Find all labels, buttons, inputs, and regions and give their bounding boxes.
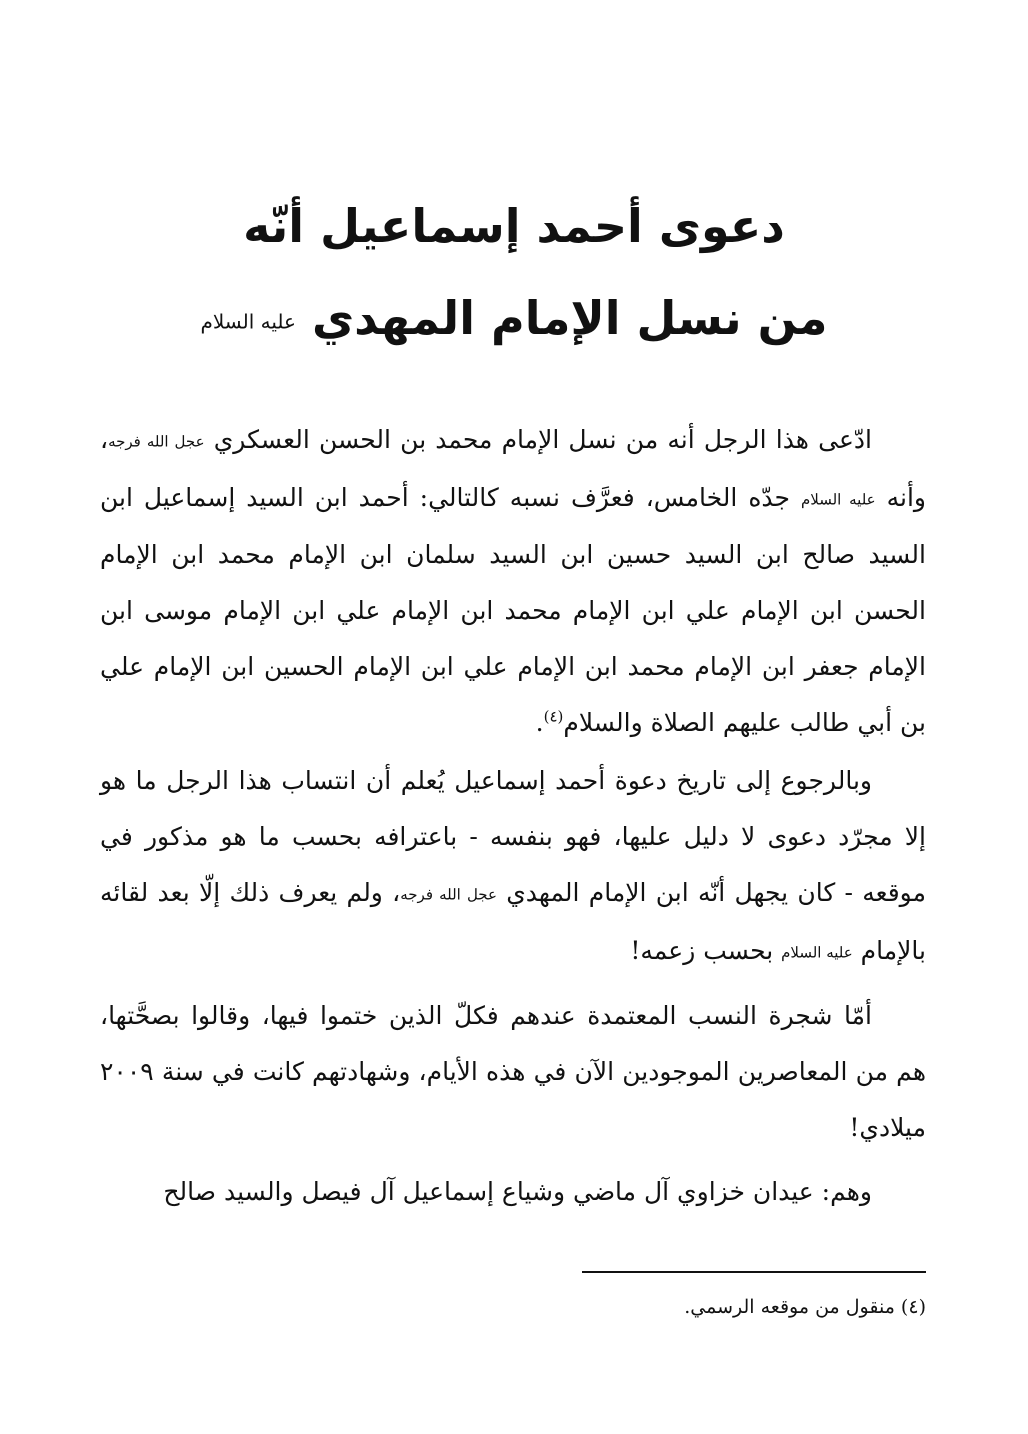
footnote: (٤) منقول من موقعه الرسمي. <box>684 1296 926 1318</box>
chapter-title <box>100 180 928 368</box>
paragraph-text: وبالرجوع إلى تاريخ دعوة أحمد إسماعيل يُعلم أن انتساب هذا الرجل ما هو إلا مجرّد دعوى لا دليل عليها، فهو بنفسه - باعترافه بحسب ما هو مذكور في موقعه - كان يجهل أنّه ابن الإمام المهدي <box>100 766 926 907</box>
paragraph-text: أمّا شجرة النسب المعتمدة عندهم فكلّ الذين ختموا فيها، وقالوا بصحَّتها، هم من المعاصرين الموجودين الآن في هذه الأيام، وشهادتهم كانت في سنة ٢٠٠٩ ميلادي! <box>100 1001 926 1142</box>
paragraph <box>100 412 926 751</box>
paragraph <box>100 753 926 980</box>
chapter-title-line-2-text: من نسل الإمام المهدي <box>311 291 828 345</box>
paragraph-text: ادّعى هذا الرجل أنه من نسل الإمام محمد بن الحسن العسكري <box>204 425 872 454</box>
paragraph-text: ، ولم يعرف ذلك إلّا بعد لقائه بالإمام <box>100 878 926 965</box>
paragraph-text: بحسب زعمه! <box>630 935 782 965</box>
paragraph <box>100 988 926 1156</box>
footnote-separator <box>582 1271 926 1273</box>
paragraph-text: . <box>535 708 544 737</box>
honorific-glyph: عليه السلام <box>200 309 296 334</box>
paragraph <box>100 1164 926 1220</box>
body-text <box>100 412 926 1228</box>
honorific-glyph: عجل الله فرجه <box>400 885 497 904</box>
footnote-reference: (٤) <box>543 707 564 726</box>
paragraph-text: جدّه الخامس، فعرَّف نسبه كالتالي: أحمد ابن السيد إسماعيل ابن السيد صالح ابن السيد حسين ابن السيد سلمان ابن الإمام محمد ابن الإمام الحسن ابن الإمام علي ابن الإمام محمد ابن الإمام علي ابن الإمام موسى ابن الإمام جعفر ابن الإمام محمد ابن الإمام علي ابن الإمام الحسين ابن الإمام علي بن أبي طالب عليهم الصلاة والسلام <box>100 482 926 737</box>
chapter-title-line-2 <box>100 272 928 368</box>
paragraph-text: وهم: عيدان خزاوي آل ماضي وشياع إسماعيل آل فيصل والسيد صالح <box>163 1177 872 1206</box>
chapter-title-line-1: دعوى أحمد إسماعيل أنّه <box>243 199 785 253</box>
honorific-glyph: عجل الله فرجه <box>108 432 205 451</box>
paragraph-text: ، وأنه <box>100 425 927 512</box>
honorific-glyph: عليه السلام <box>781 943 853 961</box>
honorific-glyph: عليه السلام <box>800 490 876 508</box>
